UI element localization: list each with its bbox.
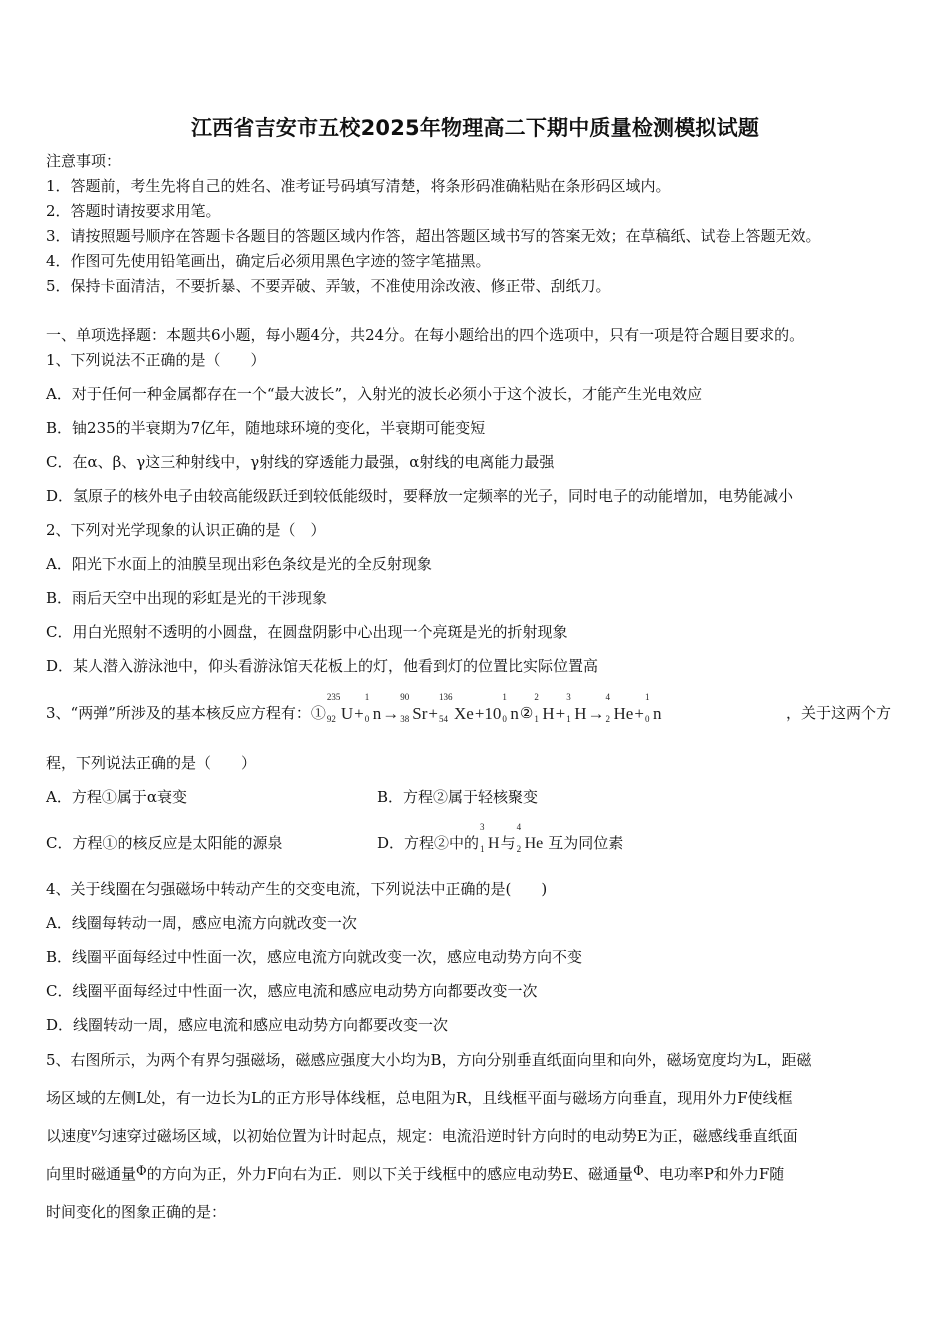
question-5-line: 向里时磁通量Φ的方向为正，外力F向右为正．则以下关于线框中的感应电动势E、磁通量Φ、电功率P和外力F随 <box>46 1164 785 1183</box>
question-2-option-a: A．阳光下水面上的油膜呈现出彩色条纹是光的全反射现象 <box>46 555 432 573</box>
question-1-option-a: A．对于任何一种金属都存在一个“最大波长”，入射光的波长必须小于这个波长，才能产生光电效应 <box>46 385 703 403</box>
notice-item: 5．保持卡面清洁，不要折暴、不要弄破、弄皱，不准使用涂改液、修正带、刮纸刀。 <box>46 277 611 295</box>
isotope-xe136: 136 54 Xe <box>438 692 474 724</box>
question-4-option-b: B．线圈平面每经过中性面一次，感应电流方向就改变一次，感应电动势方向不变 <box>46 948 583 966</box>
question-3-option-d: D．方程②中的 3 1 H与 4 2 He 互为同位素 <box>377 822 624 854</box>
question-4-option-d: D．线圈转动一周，感应电流和感应电动势方向都要改变一次 <box>46 1016 449 1034</box>
question-4-option-c: C．线圈平面每经过中性面一次，感应电流和感应电动势方向都要改变一次 <box>46 982 538 1000</box>
question-1-option-d: D．氢原子的核外电子由较高能级跃迁到较低能级时，要释放一定频率的光子，同时电子的动能增加，电势能减小 <box>46 487 794 505</box>
question-3-option-a: A．方程①属于α衰变 <box>46 788 187 806</box>
flux-symbol: Φ <box>633 1164 644 1179</box>
section-heading: 一、单项选择题：本题共6小题，每小题4分，共24分。在每小题给出的四个选项中，只有一项是符合题目要求的。 <box>46 326 805 344</box>
isotope-neutron: 1 0 n <box>644 692 662 724</box>
velocity-symbol: v <box>91 1124 97 1139</box>
question-2-option-d: D．某人潜入游泳池中，仰头看游泳馆天花板上的灯，他看到灯的位置比实际位置高 <box>46 657 599 675</box>
question-3-stem-start: 3、“两弹”所涉及的基本核反应方程有：① <box>46 704 326 722</box>
question-3-option-c: C．方程①的核反应是太阳能的源泉 <box>46 834 283 852</box>
isotope-h3: 3 1 H <box>566 692 587 724</box>
question-1-stem: 1、下列说法不正确的是（ ） <box>46 351 266 369</box>
isotope-h2: 2 1 H <box>534 692 555 724</box>
question-3-circle-2: ② <box>519 704 534 722</box>
nuclear-equation-1: 235 92 U+ 1 0 n→ 90 38 Sr+ 136 54 Xe+10 1 0 n <box>326 692 519 724</box>
question-3-stem-end: ，关于这两个方 <box>786 704 892 722</box>
flux-symbol: Φ <box>136 1164 147 1179</box>
isotope-sr90: 90 38 Sr <box>400 692 428 724</box>
notice-item: 2．答题时请按要求用笔。 <box>46 202 221 220</box>
question-2-option-b: B．雨后天空中出现的彩虹是光的干涉现象 <box>46 589 328 607</box>
notice-item: 3．请按照题号顺序在答题卡各题目的答题区域内作答，超出答题区域书写的答案无效；在草稿纸、试卷上答题无效。 <box>46 227 821 245</box>
isotope-he4: 4 2 He <box>516 822 544 854</box>
question-5-line: 场区域的左侧L处，有一边长为L的正方形导体线框，总电阻为R，且线框平面与磁场方向垂直，现用外力F使线框 <box>46 1089 793 1107</box>
isotope-h3: 3 1 H <box>480 822 500 854</box>
isotope-neutron: 1 0 n <box>364 692 382 724</box>
question-3-option-b: B．方程②属于轻核聚变 <box>377 788 539 806</box>
question-5-line: 5、右图所示，为两个有界匀强磁场，磁感应强度大小均为B，方向分别垂直纸面向里和向外，磁场宽度均为L，距磁 <box>46 1051 812 1069</box>
notice-heading: 注意事项： <box>46 152 122 170</box>
question-5-line: 以速度v匀速穿过磁场区域，以初始位置为计时起点，规定：电流沿逆时针方向时的电动势E为正，磁感线垂直纸面 <box>46 1124 798 1145</box>
notice-item: 4．作图可先使用铅笔画出，确定后必须用黑色字迹的签字笔描黑。 <box>46 252 491 270</box>
question-1-option-b: B．铀235的半衰期为7亿年，随地球环境的变化，半衰期可能变短 <box>46 419 486 437</box>
question-4-option-a: A．线圈每转动一周，感应电流方向就改变一次 <box>46 914 357 932</box>
page-title: 江西省吉安市五校2025年物理高二下期中质量检测模拟试题 <box>190 116 760 140</box>
question-2-stem: 2、下列对光学现象的认识正确的是（ ） <box>46 521 326 539</box>
question-1-option-c: C．在α、β、γ这三种射线中，γ射线的穿透能力最强，α射线的电离能力最强 <box>46 453 555 471</box>
nuclear-equation-2: 2 1 H+ 3 1 H→ 4 2 He+ 1 0 n <box>534 692 662 724</box>
question-3-stem-cont: 程，下列说法正确的是（ ） <box>46 754 257 772</box>
question-2-option-c: C．用白光照射不透明的小圆盘，在圆盘阴影中心出现一个亮斑是光的折射现象 <box>46 623 568 641</box>
question-4-stem: 4、关于线圈在匀强磁场中转动产生的交变电流，下列说法中正确的是( ) <box>46 880 548 898</box>
question-3-stem <box>46 692 662 724</box>
isotope-he4: 4 2 He <box>605 692 634 724</box>
notice-item: 1．答题前，考生先将自己的姓名、准考证号码填写清楚，将条形码准确粘贴在条形码区域内。 <box>46 177 671 195</box>
question-5-line: 时间变化的图象正确的是： <box>46 1203 227 1221</box>
isotope-u235: 235 92 U <box>326 692 354 724</box>
isotope-neutron: 1 0 n <box>502 692 519 724</box>
